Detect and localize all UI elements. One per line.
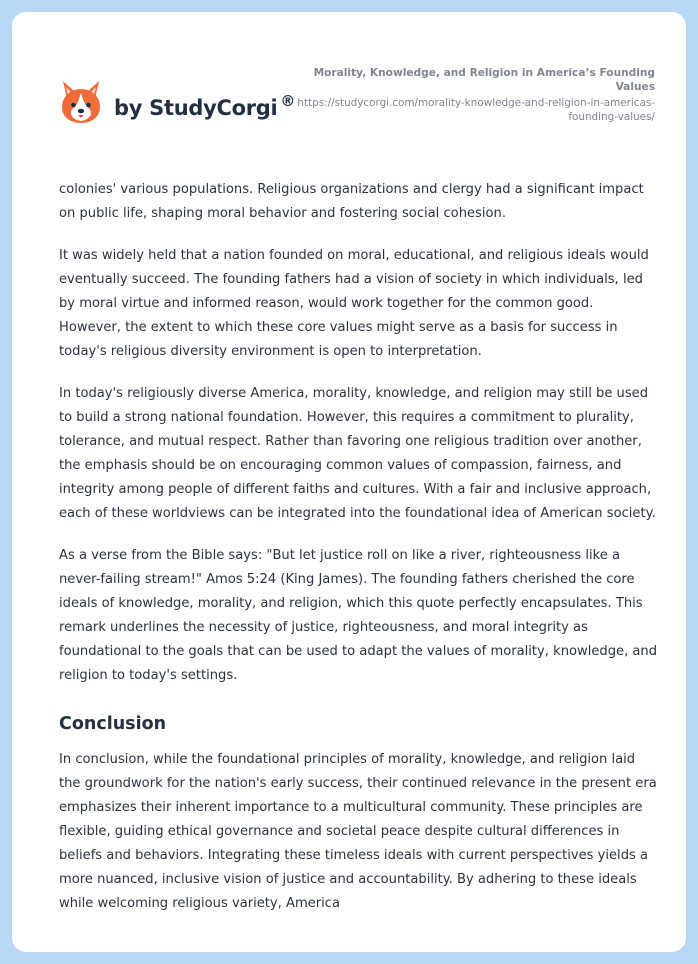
studycorgi-logo[interactable] [60, 76, 295, 128]
paragraph: It was widely held that a nation founded on moral, educational, and religious ideals would eventually succeed. The founding fathers had a vision of society in which individuals, led by moral virtue and informed reason, would work together for the common good. However, the extent to which these core values might serve as a basis for success in today's religious diversity environment is open to interpretation. [59, 248, 649, 359]
document-title: Morality, Knowledge, and Religion in America’s Founding Values [313, 67, 655, 93]
document-meta [295, 66, 655, 124]
conclusion-paragraph: In conclusion, while the foundational principles of morality, knowledge, and religion laid the groundwork for the nation's early success, their continued relevance in the present era emphasizes their inherent importance to a multicultural community. These principles are flexible, guiding ethical governance and societal peace despite cultural differences in beliefs and behaviors. Integrating these timeless ideals with current perspectives yields a more nuanced, inclusive vision of justice and accountability. By adhering to these ideals while welcoming religious variety, America [59, 752, 657, 911]
paragraph: As a verse from the Bible says: "But let justice roll on like a river, righteousness like a never-failing stream!" Amos 5:24 (King James). The founding fathers cherished the core ideals of knowledge, morality, and religion, which this quote perfectly encapsulates. This remark underlines the necessity of justice, righteousness, and moral integrity as foundational to the goals that can be used to adapt the values of morality, knowledge, and religion to today's settings. [59, 548, 658, 683]
article-body [59, 178, 659, 934]
conclusion-heading: Conclusion [59, 714, 167, 734]
document-url[interactable]: https://studycorgi.com/morality-knowledge-and-religion-in-americas-founding-values/ [297, 97, 655, 123]
paragraph: colonies' various populations. Religious organizations and clergy had a significant impact on public life, shaping moral behavior and fostering social cohesion. [59, 182, 644, 221]
page-header [12, 12, 686, 162]
registered-mark: ® [280, 92, 296, 110]
paragraph: In today's religiously diverse America, morality, knowledge, and religion may still be used to build a strong national foundation. However, this requires a commitment to plurality, tolerance, and mutual respect. Rather than favoring one religious tradition over another, the emphasis should be on encouraging common values of compassion, fairness, and integrity among people of different faiths and cultures. With a fair and inclusive approach, each of these worldviews can be integrated into the foundational idea of American society. [59, 386, 656, 521]
document-page [12, 12, 686, 952]
brand-name: by StudyCorgi ® [114, 92, 296, 120]
corgi-head-icon [60, 79, 102, 125]
